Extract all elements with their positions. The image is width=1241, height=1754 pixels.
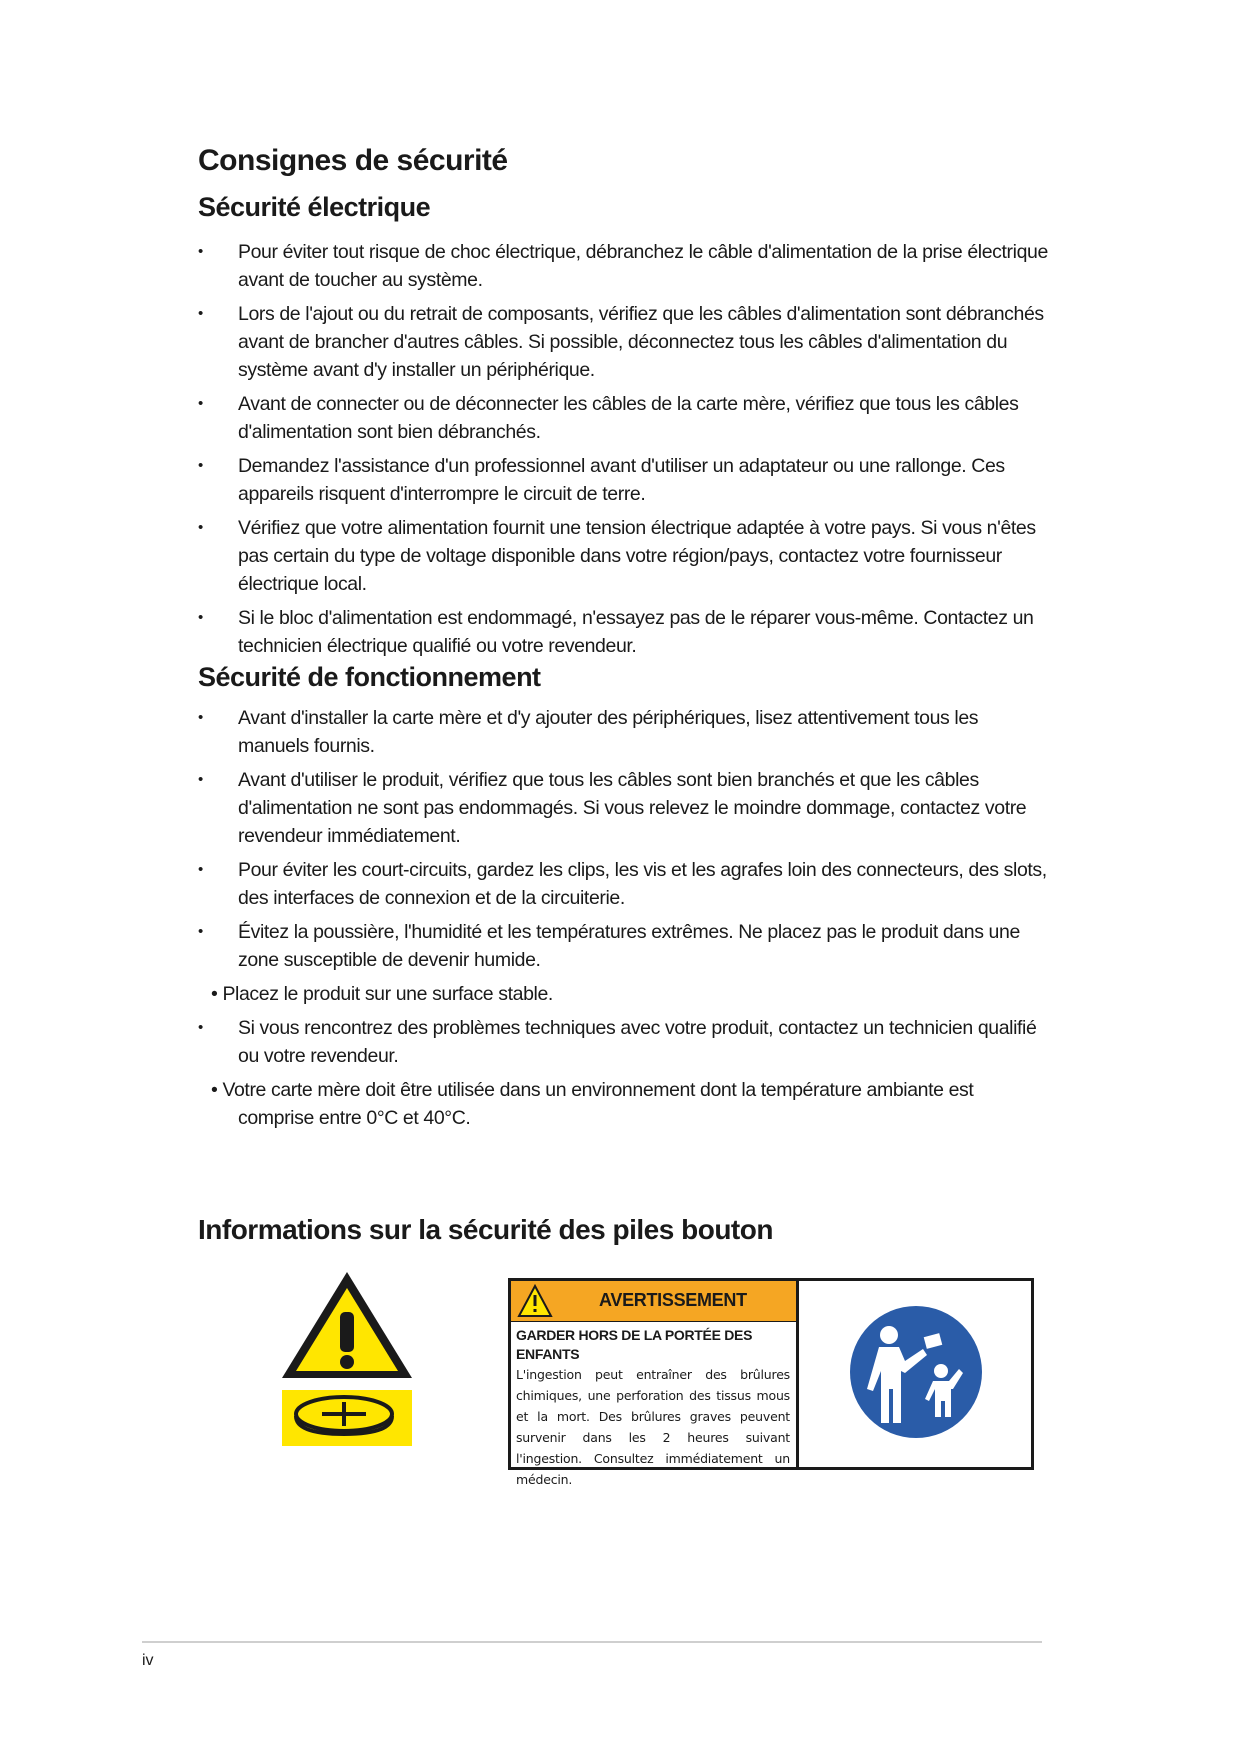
list-item: • Demandez l'assistance d'un professionnel avant d'utiliser un adaptateur ou une rallonge. Ces appareils risquent d'interrompre le circuit de terre. — [198, 452, 1048, 508]
warning-body-text: L'ingestion peut entraîner des brûlures chimiques, une perforation des tissus mous et la mort. Des brûlures graves peuvent survenir dans les 2 heures suivant l'ingestion. Consultez immédiatement un médecin. — [516, 1367, 790, 1487]
battery-warning-box — [508, 1278, 1034, 1487]
warning-subtitle: GARDER HORS DE LA PORTÉE DES ENFANTS — [516, 1327, 753, 1362]
warning-text-panel — [511, 1281, 799, 1487]
list-item: • Avant de connecter ou de déconnecter les câbles de la carte mère, vérifiez que tous les câbles d'alimentation sont bien débranchés. — [198, 390, 1048, 446]
warning-sign-panel — [799, 1281, 1031, 1467]
list-item: • Placez le produit sur une surface stable. — [211, 983, 553, 1005]
list-item: • Si le bloc d'alimentation est endommagé, n'essayez pas de le réparer vous-même. Contactez un technicien électrique qualifié ou votre revendeur. — [198, 604, 1048, 660]
list-item: • Vérifiez que votre alimentation fournit une tension électrique adaptée à votre pays. Si vous n'êtes pas certain du type de voltage disponible dans votre région/pays, contactez votre fournisseur électrique local. — [198, 514, 1048, 598]
warning-triangle-small-icon — [517, 1284, 553, 1318]
coin-battery-icon — [282, 1390, 412, 1446]
footer-divider — [142, 1641, 1042, 1643]
list-item: • Avant d'installer la carte mère et d'y ajouter des périphériques, lisez attentivement tous les manuels fournis. — [198, 704, 1048, 760]
warning-header — [511, 1281, 796, 1322]
page-title: Consignes de sécurité — [198, 144, 508, 177]
list-item: • Évitez la poussière, l'humidité et les températures extrêmes. Ne placez pas le produit dans une zone susceptible de devenir humide. — [198, 918, 1048, 974]
warning-triangle-icon — [278, 1268, 416, 1448]
list-item: • Pour éviter tout risque de choc électrique, débranchez le câble d'alimentation de la prise électrique avant de toucher au système. — [198, 238, 1048, 294]
page-number: iv — [142, 1652, 154, 1669]
section-title-operational: Sécurité de fonctionnement — [198, 662, 541, 692]
electrical-safety-list — [198, 238, 1048, 666]
section-title-electrical: Sécurité électrique — [198, 192, 431, 222]
warning-label: AVERTISSEMENT — [599, 1290, 747, 1310]
keep-away-from-children-icon — [849, 1305, 983, 1439]
list-item: • Si vous rencontrez des problèmes techniques avec votre produit, contactez un technicien qualifié ou votre revendeur. — [198, 1014, 1048, 1070]
list-item: • Lors de l'ajout ou du retrait de composants, vérifiez que les câbles d'alimentation sont débranchés avant de brancher d'autres câbles. Si possible, déconnectez tous les câbles d'alimentation du système avant d'y installer un périphérique. — [198, 300, 1048, 384]
list-item: • Pour éviter les court-circuits, gardez les clips, les vis et les agrafes loin des connecteurs, des slots, des interfaces de connexion et de la circuiterie. — [198, 856, 1048, 912]
operational-safety-list — [198, 704, 1048, 1138]
battery-warning-graphic — [278, 1268, 416, 1448]
section-title-batteries: Informations sur la sécurité des piles bouton — [198, 1214, 773, 1245]
list-item: • Votre carte mère doit être utilisée dans un environnement dont la température ambiante est comprise entre 0°C et 40°C. — [211, 1079, 974, 1129]
list-item: • Avant d'utiliser le produit, vérifiez que tous les câbles sont bien branchés et que les câbles d'alimentation ne sont pas endommagés. Si vous relevez le moindre dommage, contactez votre revendeur immédiatement. — [198, 766, 1048, 850]
